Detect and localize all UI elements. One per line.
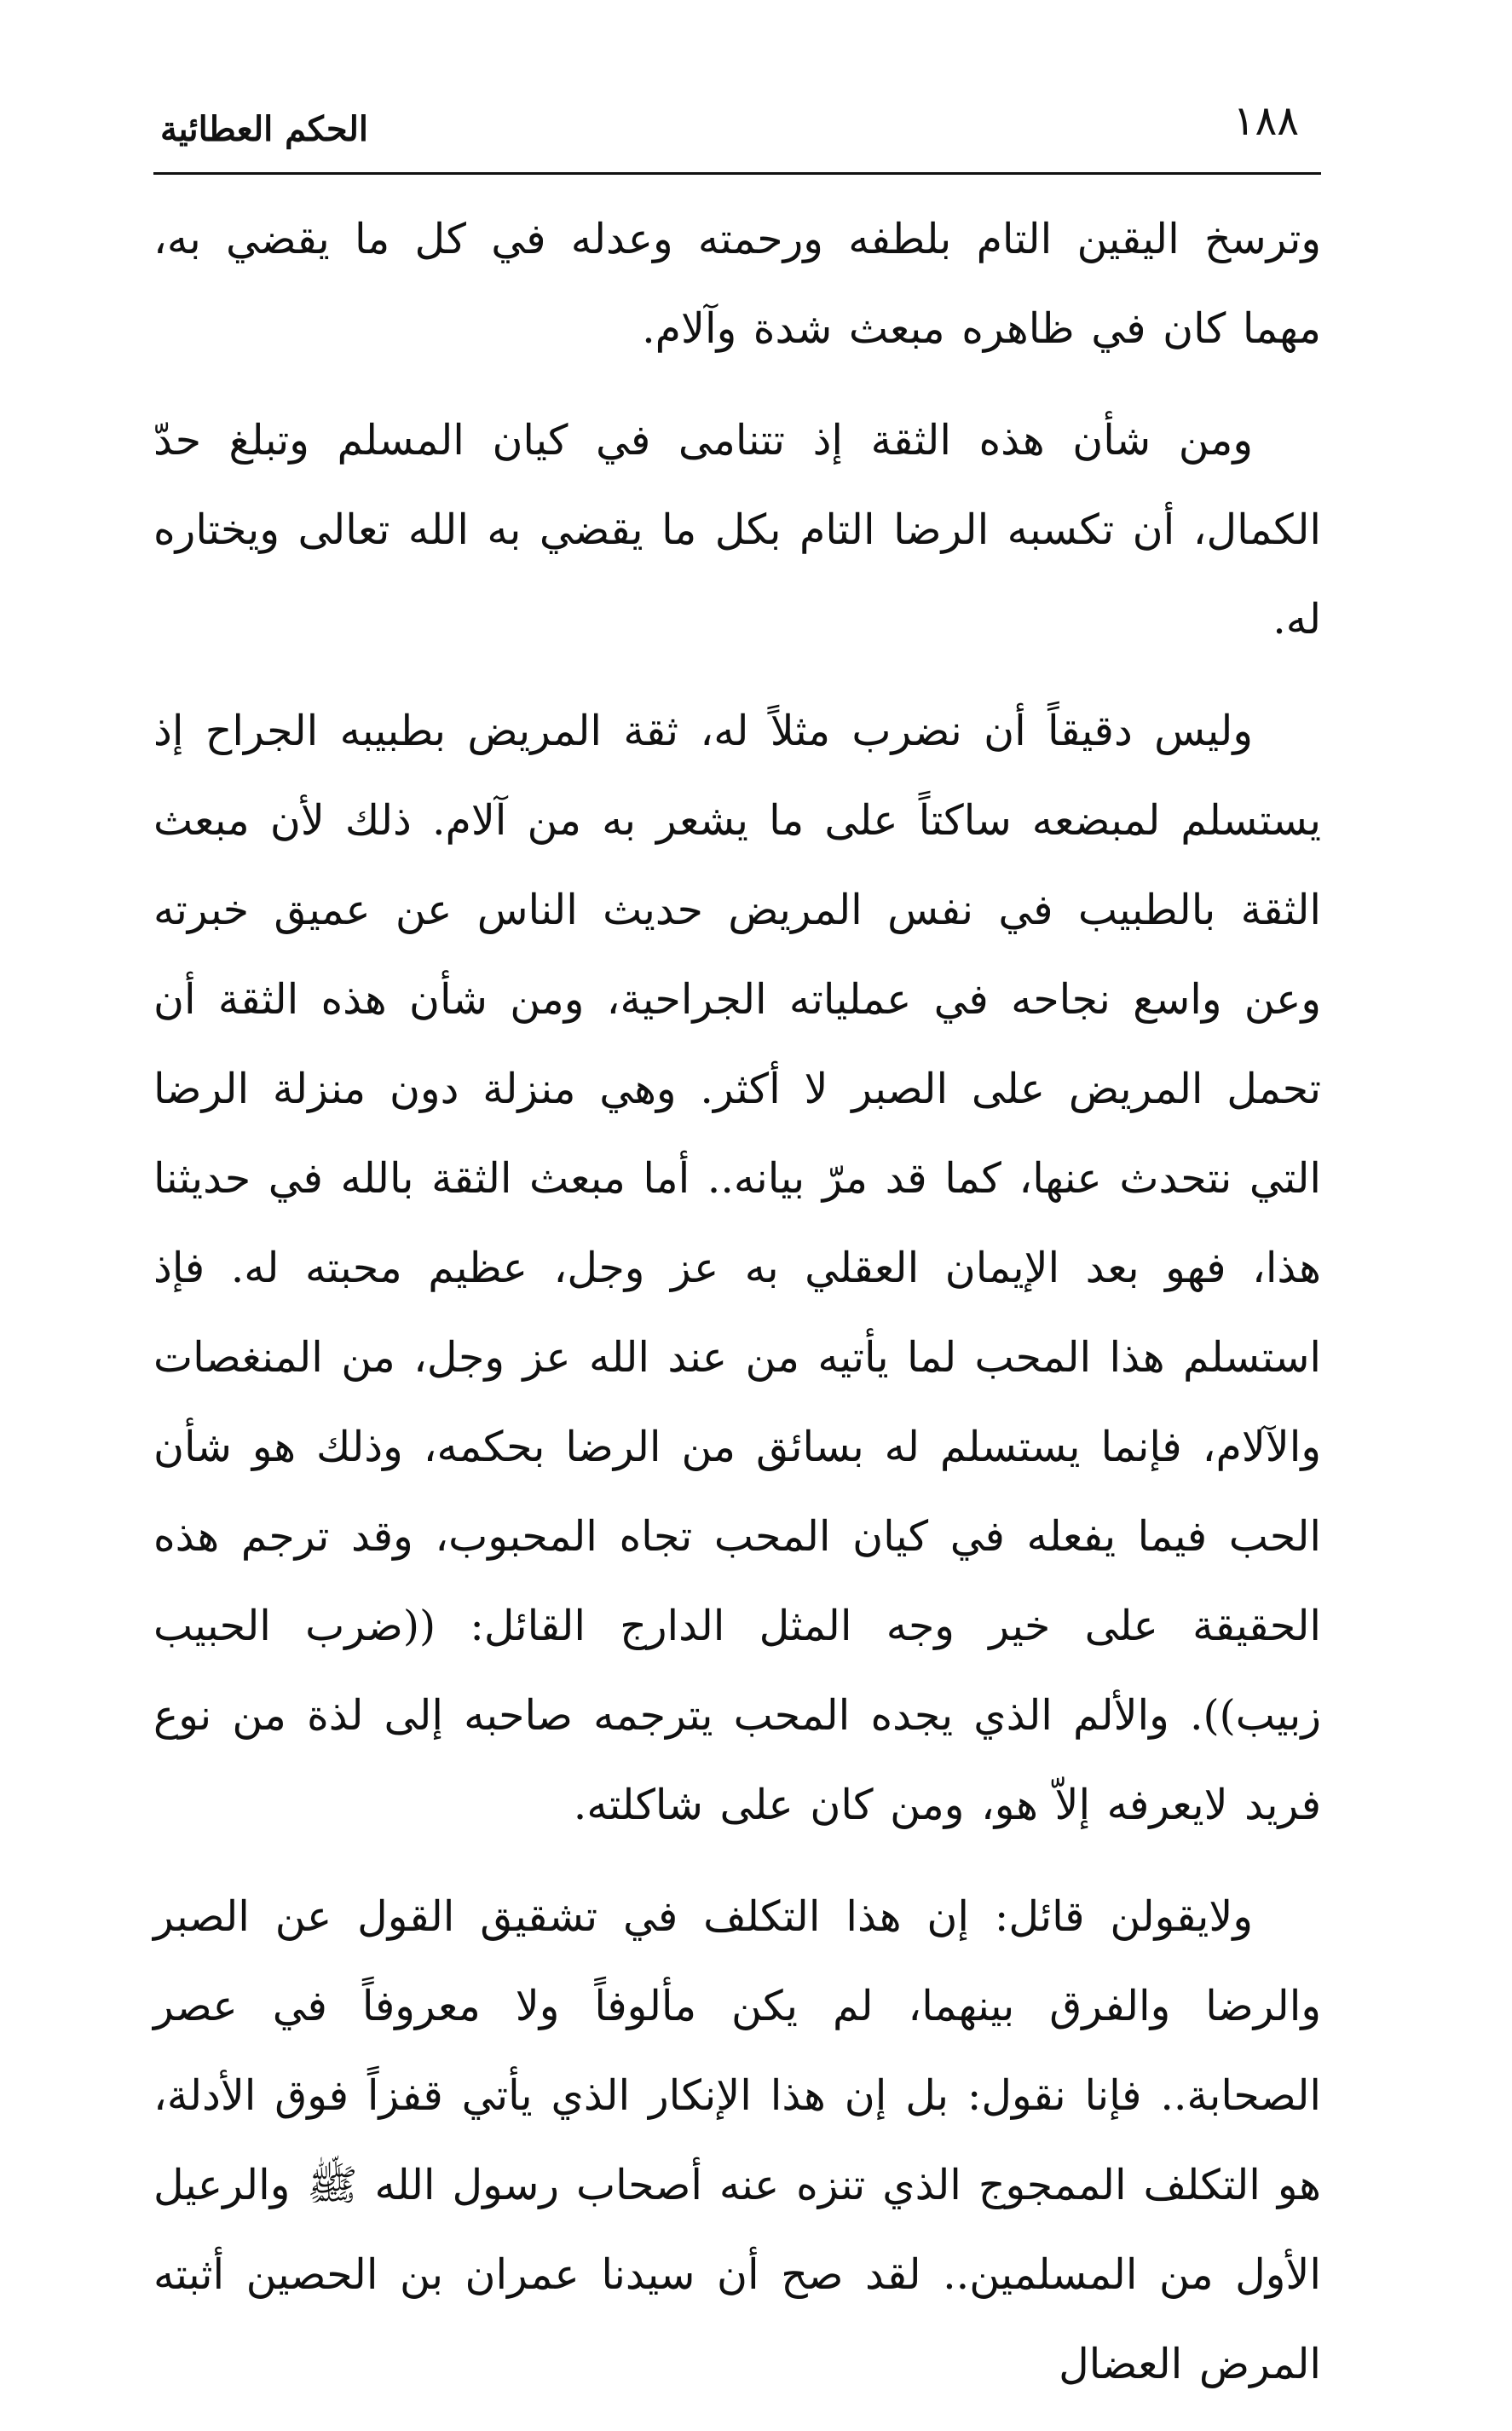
book-page <box>153 94 1321 2388</box>
paragraph-3: وليس دقيقاً أن نضرب مثلاً له، ثقة المريض بطبيبه الجراح إذ يستسلم لمبضعه ساكتاً على ما يشعر به من آلام. ذلك لأن مبعث الثقة بالطبيب في نفس المريض حديث الناس عن عميق خبرته وعن واسع نجاحه في عملياته الجراحية، ومن شأن هذه الثقة أن تحمل المريض على الصبر لا أكثر. وهي منزلة دون منزلة الرضا التي نتحدث عنها، كما قد مرّ بيانه.. أما مبعث الثقة بالله في حديثنا هذا، فهو بعد الإيمان العقلي به عز وجل، عظيم محبته له. فإذ استسلم هذا المحب لما يأتيه من عند الله عز وجل، من المنغصات والآلام، فإنما يستسلم له بسائق من الرضا بحكمه، وذلك هو شأن الحب فيما يفعله في كيان المحب تجاه المحبوب، وقد ترجم هذه الحقيقة على خير وجه المثل الدارج القائل: ((ضرب الحبيب زبيب)). والألم الذي يجده المحب يترجمه صاحبه إلى لذة من نوع فريد لايعرفه إلاّ هو، ومن كان على شاكلته. <box>153 707 1321 1829</box>
body-text <box>153 194 1321 2431</box>
page-number: ١٨٨ <box>1232 97 1299 145</box>
header-rule <box>153 172 1321 175</box>
paragraph-4: ولايقولن قائل: إن هذا التكلف في تشقيق القول عن الصبر والرضا والفرق بينهما، لم يكن مألوفاً ولا معروفاً في عصر الصحابة.. فإنا نقول: بل إن هذا الإنكار الذي يأتي قفزاً فوق الأدلة، هو التكلف الممجوج الذي تنزه عنه أصحاب رسول الله ﷺ والرعيل الأول من المسلمين.. لقد صح أن سيدنا عمران بن الحصين أثبته المرض العضال <box>153 1892 1321 2388</box>
running-header <box>153 94 1321 170</box>
paragraph-2: ومن شأن هذه الثقة إذ تتنامى في كيان المسلم وتبلغ حدّ الكمال، أن تكسبه الرضا التام بكل ما يقضي به الله تعالى ويختاره له. <box>153 416 1321 644</box>
book-title: الحكم العطائية <box>160 109 369 149</box>
paragraph-1: وترسخ اليقين التام بلطفه ورحمته وعدله في كل ما يقضي به، مهما كان في ظاهره مبعث شدة وآلام. <box>153 215 1321 353</box>
